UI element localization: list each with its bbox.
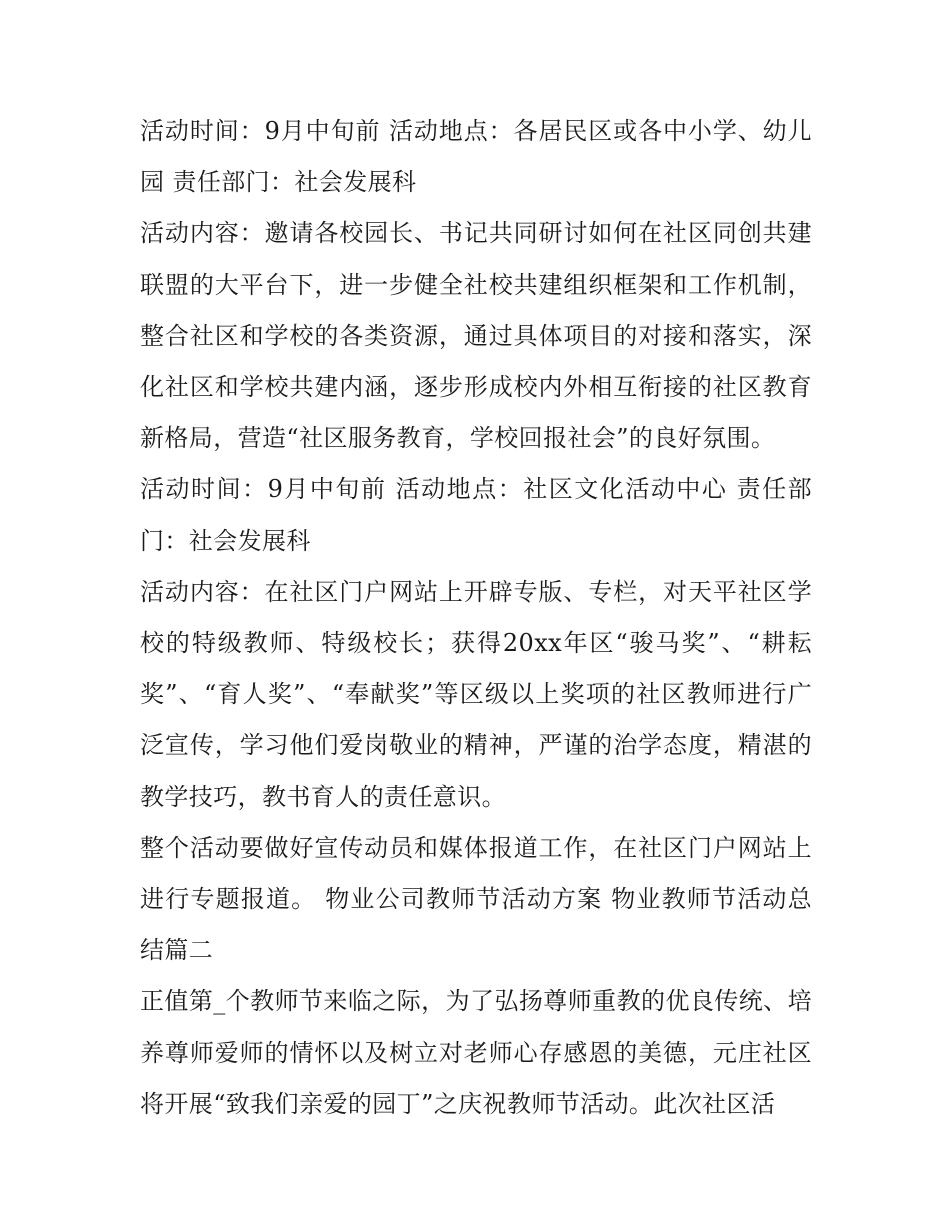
document-body [140, 106, 812, 1130]
paragraph-intro: 正值第_个教师节来临之际，为了弘扬尊师重教的优良传统、培养尊师爱师的情怀以及树立对老师心存感恩的美德，元庄社区将开展“致我们亲爱的园丁”之庆祝教师节活动。此次社区活 [140, 987, 812, 1118]
paragraph-summary: 整个活动要做好宣传动员和媒体报道工作，在社区门户网站上进行专题报道。 物业公司教师节活动方案 物业教师节活动总结篇二 [140, 833, 812, 965]
paragraph-content-2: 活动内容：在社区门户网站上开辟专版、专栏，对天平社区学校的特级教师、特级校长；获得20xx年区“骏马奖”、“耕耘奖”、“育人奖”、“奉献奖”等区级以上奖项的社区教师进行广泛宣传，学习他们爱岗敬业的精神，严谨的治学态度，精湛的教学技巧，教书育人的责任意识。 [140, 577, 812, 811]
paragraph-time-location-2: 活动时间：9月中旬前 活动地点：社区文化活动中心 责任部门：社会发展科 [140, 475, 812, 555]
paragraph-content-1: 活动内容：邀请各校园长、书记共同研讨如何在社区同创共建联盟的大平台下，进一步健全社校共建组织框架和工作机制，整合社区和学校的各类资源，通过具体项目的对接和落实，深化社区和学校共建内涵，逐步形成校内外相互衔接的社区教育新格局，营造“社区服务教育，学校回报社会”的良好氛围。 [140, 219, 812, 453]
paragraph-time-location-1: 活动时间：9月中旬前 活动地点：各居民区或各中小学、幼儿园 责任部门：社会发展科 [140, 117, 812, 197]
